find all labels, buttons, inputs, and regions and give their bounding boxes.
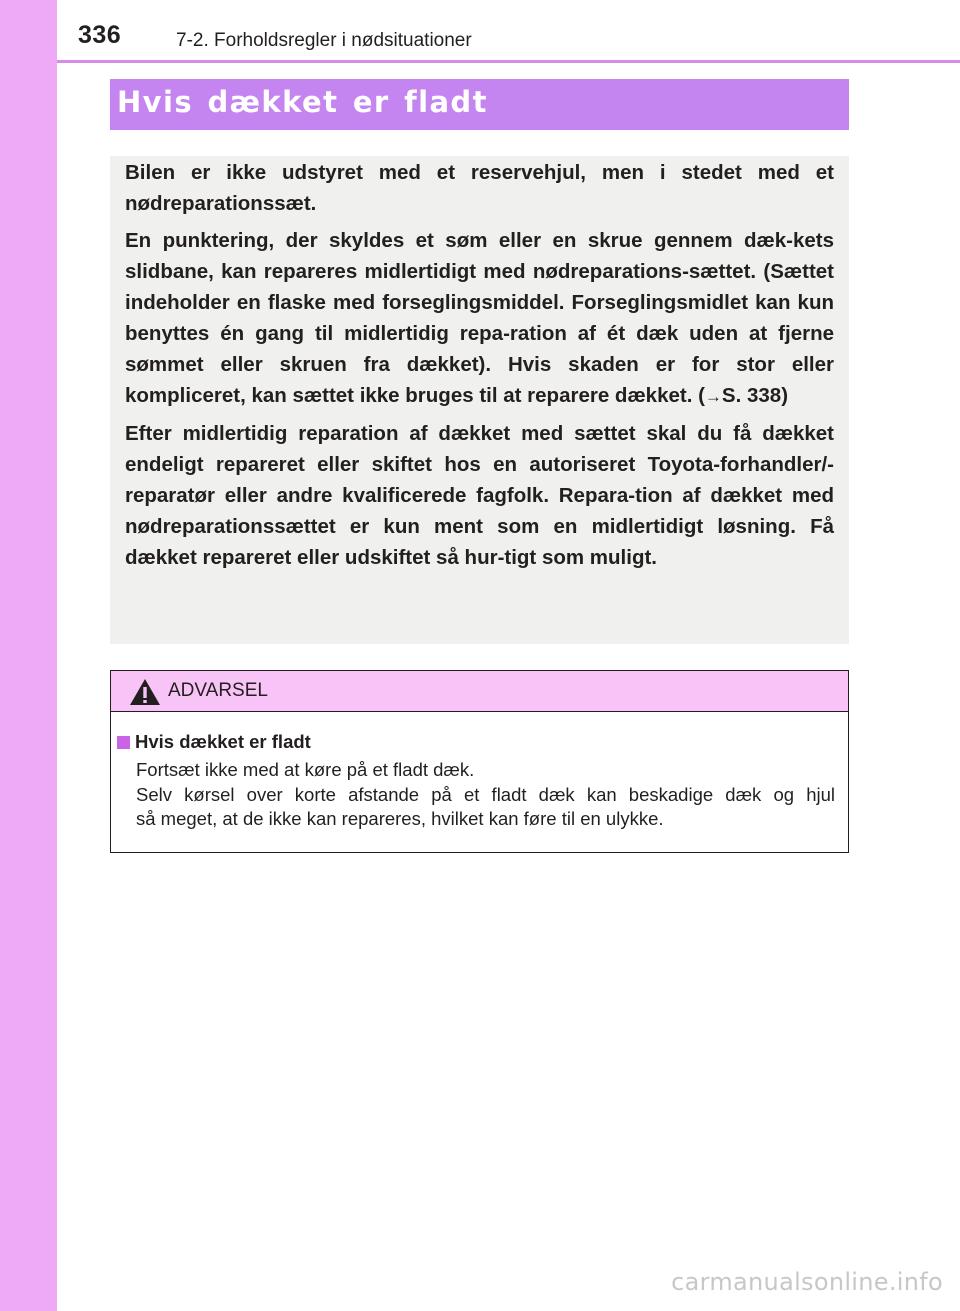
side-band [0,0,57,1311]
square-bullet-icon [117,736,130,749]
arrow-icon: → [704,387,722,406]
warning-subtitle [117,730,835,754]
section-title: 7-2. Forholdsregler i nødsituationer [176,30,472,51]
page-number: 336 [78,21,122,49]
intro-paragraph-3: Efter midlertidig reparation af dækket med sættet skal du få dækket endeligt repareret eller skiftet hos en autoriseret Toyota-forhandler/-reparatør eller andre kvalificerede fagfolk. Repara-tion af dækket med nødreparationssættet er kun ment som en midlertidigt løsning. Få dækket repareret eller udskiftet så hur-tigt som muligt. [125,422,834,569]
header-rule [57,60,960,63]
warning-label: ADVARSEL [168,680,268,701]
warning-triangle-icon [129,678,161,706]
warning-text [117,758,835,832]
warning-subtitle-text: Hvis dækket er fladt [135,731,311,752]
watermark: carmanualsonline.info [671,1268,943,1296]
page-title: Hvis dækket er fladt [117,85,488,119]
intro-paragraph-1: Bilen er ikke udstyret med et reservehjul, men i stedet med et nødreparationssæt. [125,161,834,215]
intro-box [110,156,849,644]
title-bar [110,79,849,130]
warning-line: Selv kørsel over korte afstande på et fladt dæk kan beskadige dæk og hjul [136,783,835,805]
page-reference-link[interactable]: S. 338) [721,384,789,407]
warning-body [111,712,848,832]
warning-header [111,671,848,712]
warning-line: så meget, at de ikke kan repareres, hvilket kan føre til en ulykke. [136,808,664,829]
intro-paragraph-2-text: En punktering, der skyldes et søm eller en skrue gennem dæk-kets slidbane, kan repareres midlertidigt med nødreparations-sættet. (Sættet indeholder en flaske med forseglingsmiddel. Forseglingsmidlet kan kun benyttes én gang til midlertidig repa-ration af ét dæk uden at fjerne sømmet eller skruen fra dækket). Hvis skaden er for stor eller kompliceret, kan sættet ikke bruges til at reparere dækket. ( [125,229,834,407]
intro-paragraph-2 [125,225,834,412]
warning-box [110,670,849,853]
warning-line: Fortsæt ikke med at køre på et fladt dæk. [136,759,475,780]
